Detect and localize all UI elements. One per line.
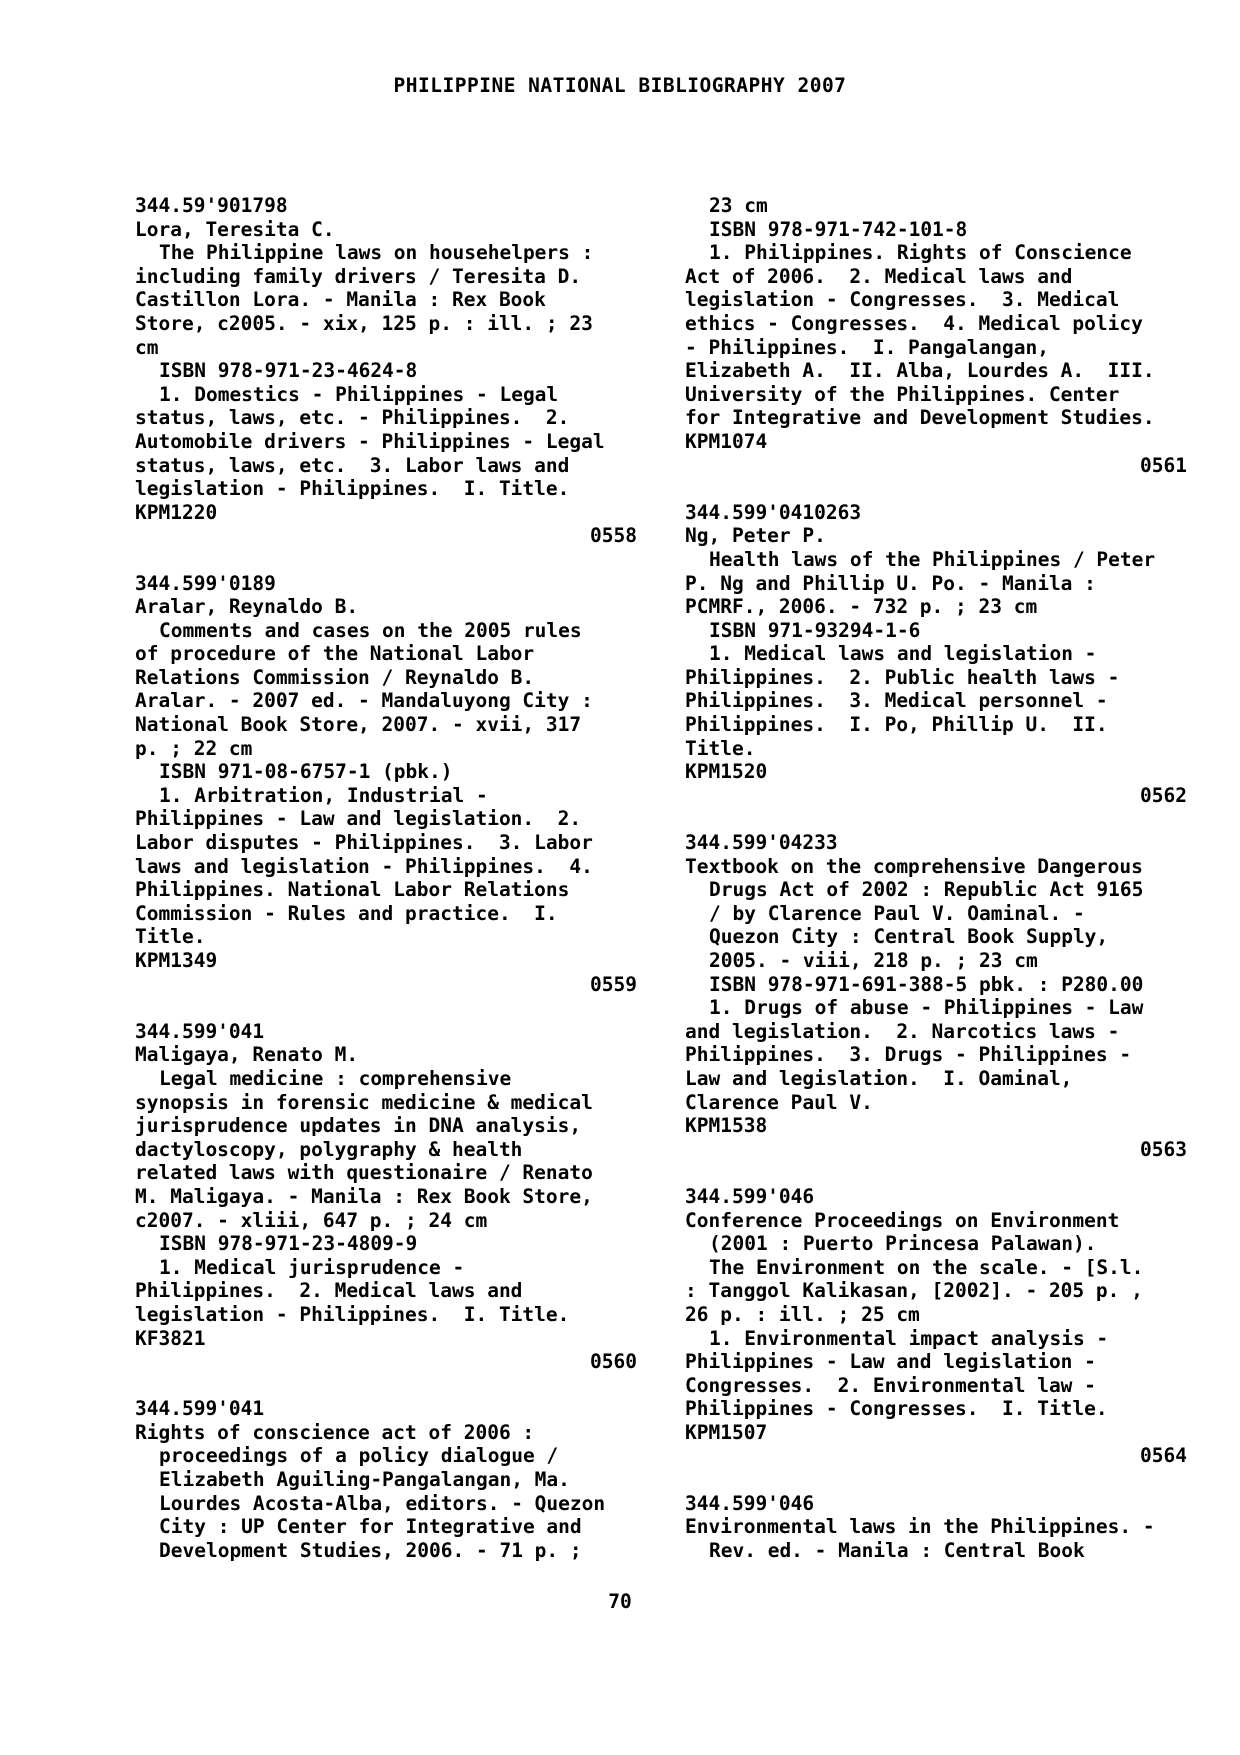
entry-line: Commission - Rules and practice. I. — [135, 901, 558, 925]
entry-number: 0558 — [590, 524, 637, 548]
entry-line: Castillon Lora. - Manila : Rex Book — [135, 288, 546, 312]
entry-line: Ng, Peter P. — [685, 524, 826, 548]
entry-line: KPM1220 — [135, 500, 218, 524]
entry-line: Comments and cases on the 2005 rules — [159, 618, 582, 642]
entry-line: Lourdes Acosta-Alba, editors. - Quezon — [159, 1491, 606, 1515]
entry-line: National Book Store, 2007. - xvii, 317 — [135, 713, 582, 737]
entry-line: Rev. ed. - Manila : Central Book — [709, 1538, 1085, 1562]
entry-line: KF3821 — [135, 1326, 206, 1350]
entry-separator — [135, 1374, 637, 1398]
entry-line: 344.59'901798 — [135, 194, 288, 217]
entry-line: Congresses. 2. Environmental law - — [685, 1373, 1096, 1397]
entry-line: The Environment on the scale. - [S.l. — [709, 1255, 1144, 1279]
entry-line: laws and legislation - Philippines. 4. — [135, 854, 593, 878]
entry-line: Philippines. I. Po, Phillip U. II. — [685, 713, 1108, 737]
entry-separator — [685, 477, 1187, 501]
entry-line: University of the Philippines. Center — [685, 382, 1120, 406]
entry-line: ISBN 978-971-23-4624-8 — [159, 359, 418, 383]
right-column — [685, 194, 1187, 1562]
entry-line: legislation - Philippines. I. Title. — [135, 477, 570, 501]
entry-line: Act of 2006. 2. Medical laws and — [685, 264, 1073, 288]
entry-line: ISBN 978-971-23-4809-9 — [159, 1232, 418, 1256]
entry-line: City : UP Center for Integrative and — [159, 1515, 582, 1539]
page-number: 70 — [608, 1590, 632, 1613]
entry-line: 344.599'0410263 — [685, 500, 862, 524]
entry-line: 1. Domestics - Philippines - Legal — [159, 382, 559, 406]
entry-line: Philippines. 2. Medical laws and — [135, 1279, 523, 1303]
entry-number: 0562 — [1140, 783, 1187, 807]
entry-line: Automobile drivers - Philippines - Legal — [135, 429, 605, 453]
entry-line: and legislation. 2. Narcotics laws - — [685, 1019, 1120, 1043]
entry-line: Labor disputes - Philippines. 3. Labor — [135, 831, 593, 855]
entry-line: ISBN 971-93294-1-6 — [709, 618, 921, 642]
entry-line: Philippines. 2. Public health laws - — [685, 665, 1120, 689]
entry-line: Rights of conscience act of 2006 : — [135, 1420, 535, 1444]
entry-line: Quezon City : Central Book Supply, — [709, 925, 1109, 949]
entry-line: 1. Philippines. Rights of Conscience — [709, 241, 1132, 265]
entry-line: 344.599'041 — [135, 1019, 265, 1043]
entry-line: Conference Proceedings on Environment — [685, 1208, 1120, 1232]
entry-line: Drugs Act of 2002 : Republic Act 9165 — [709, 878, 1144, 902]
entry-separator — [135, 996, 637, 1020]
entry-line: KPM1349 — [135, 949, 218, 972]
entry-line: 344.599'0189 — [135, 571, 276, 595]
entry-line: including family drivers / Teresita D. — [135, 264, 582, 288]
entry-line: Clarence Paul V. — [685, 1090, 873, 1114]
entry-line: cm — [135, 335, 159, 359]
entry-line: 23 cm — [709, 194, 768, 217]
entry-line: PCMRF., 2006. - 732 p. ; 23 cm — [685, 595, 1038, 619]
entry-line: 344.599'046 — [685, 1184, 815, 1208]
entry-line: Philippines - Law and legislation. 2. — [135, 807, 582, 831]
entry-line: : Tanggol Kalikasan, [2002]. - 205 p. , — [685, 1279, 1143, 1303]
entry-line: P. Ng and Phillip U. Po. - Manila : — [685, 571, 1096, 595]
entry-line: p. ; 22 cm — [135, 736, 253, 760]
entry-line: status, laws, etc. - Philippines. 2. — [135, 406, 570, 430]
entry-line: Relations Commission / Reynaldo B. — [135, 665, 535, 689]
entry-line: 1. Drugs of abuse - Philippines - Law — [709, 996, 1144, 1020]
entry-line: ethics - Congresses. 4. Medical policy — [685, 311, 1143, 335]
entry-line: Store, c2005. - xix, 125 p. : ill. ; 23 — [135, 311, 593, 335]
entry-separator — [685, 1161, 1187, 1185]
entry-line: The Philippine laws on househelpers : — [159, 241, 594, 265]
entry-line: Textbook on the comprehensive Dangerous — [685, 854, 1143, 878]
entry-line: legislation - Philippines. I. Title. — [135, 1302, 570, 1326]
entry-line: 1. Environmental impact analysis - — [709, 1326, 1109, 1350]
entry-line: Aralar, Reynaldo B. — [135, 595, 359, 619]
entry-line: / by Clarence Paul V. Oaminal. - — [709, 901, 1085, 925]
entry-line: Philippines - Law and legislation - — [685, 1350, 1096, 1374]
entry-line: Aralar. - 2007 ed. - Mandaluyong City : — [135, 689, 593, 713]
entry-line: ISBN 978-971-691-388-5 pbk. : P280.00 — [709, 972, 1144, 996]
entry-line: - Philippines. I. Pangalangan, — [685, 335, 1049, 359]
entry-number: 0563 — [1140, 1137, 1187, 1161]
entry-line: synopsis in forensic medicine & medical — [135, 1090, 593, 1114]
entry-line: (2001 : Puerto Princesa Palawan). — [709, 1232, 1097, 1256]
entry-line: proceedings of a policy dialogue / — [159, 1444, 559, 1468]
entry-line: M. Maligaya. - Manila : Rex Book Store, — [135, 1184, 593, 1208]
entry-line: 344.599'04233 — [685, 831, 838, 855]
entry-number: 0561 — [1140, 453, 1187, 477]
entry-line: Lora, Teresita C. — [135, 217, 335, 241]
entry-line: dactyloscopy, polygraphy & health — [135, 1137, 523, 1161]
entry-line: ISBN 971-08-6757-1 (pbk.) — [159, 760, 453, 784]
entry-line: KPM1520 — [685, 760, 768, 784]
entry-number: 0560 — [590, 1350, 637, 1374]
entry-separator — [135, 548, 637, 572]
entry-line: Legal medicine : comprehensive — [159, 1066, 512, 1090]
entry-line: Maligaya, Renato M. — [135, 1043, 359, 1067]
entry-line: KPM1507 — [685, 1420, 768, 1444]
entry-number: 0559 — [590, 972, 637, 996]
entry-line: c2007. - xliii, 647 p. ; 24 cm — [135, 1208, 488, 1232]
entry-line: 1. Arbitration, Industrial - — [159, 783, 488, 807]
entry-line: legislation - Congresses. 3. Medical — [685, 288, 1120, 312]
entry-line: Elizabeth A. II. Alba, Lourdes A. III. — [685, 359, 1155, 383]
entry-line: Title. — [135, 925, 206, 949]
entry-line: KPM1538 — [685, 1114, 768, 1138]
entry-line: Philippines - Congresses. I. Title. — [685, 1397, 1108, 1421]
entry-line: Development Studies, 2006. - 71 p. ; — [159, 1538, 582, 1562]
entry-line: KPM1074 — [685, 429, 768, 453]
entry-line: status, laws, etc. 3. Labor laws and — [135, 453, 570, 477]
entry-line: Philippines. National Labor Relations — [135, 878, 570, 902]
entry-line: jurisprudence updates in DNA analysis, — [135, 1114, 582, 1138]
left-column — [135, 194, 637, 1562]
entry-line: 344.599'041 — [135, 1397, 265, 1421]
entry-line: 2005. - viii, 218 p. ; 23 cm — [709, 949, 1038, 972]
entry-line: Health laws of the Philippines / Peter — [709, 547, 1156, 571]
entry-separator — [685, 807, 1187, 831]
entry-line: Title. — [685, 736, 756, 760]
entry-line: 26 p. : ill. ; 25 cm — [685, 1302, 920, 1326]
entry-line: 1. Medical laws and legislation - — [709, 642, 1097, 666]
entry-line: Philippines. 3. Drugs - Philippines - — [685, 1043, 1132, 1067]
entry-line: Elizabeth Aguiling-Pangalangan, Ma. — [159, 1468, 570, 1492]
page-title: PHILIPPINE NATIONAL BIBLIOGRAPHY 2007 — [393, 74, 847, 97]
entry-line: 344.599'046 — [685, 1491, 815, 1515]
entry-line: related laws with questionaire / Renato — [135, 1161, 593, 1185]
entry-line: for Integrative and Development Studies. — [685, 406, 1155, 430]
entry-line: Philippines. 3. Medical personnel - — [685, 689, 1108, 713]
entry-line: Environmental laws in the Philippines. - — [685, 1515, 1155, 1539]
entry-number: 0564 — [1140, 1444, 1187, 1468]
entry-line: of procedure of the National Labor — [135, 642, 535, 666]
entry-separator — [685, 1468, 1187, 1492]
entry-line: ISBN 978-971-742-101-8 — [709, 217, 968, 241]
entry-line: Law and legislation. I. Oaminal, — [685, 1066, 1073, 1090]
entry-line: 1. Medical jurisprudence - — [159, 1255, 465, 1279]
